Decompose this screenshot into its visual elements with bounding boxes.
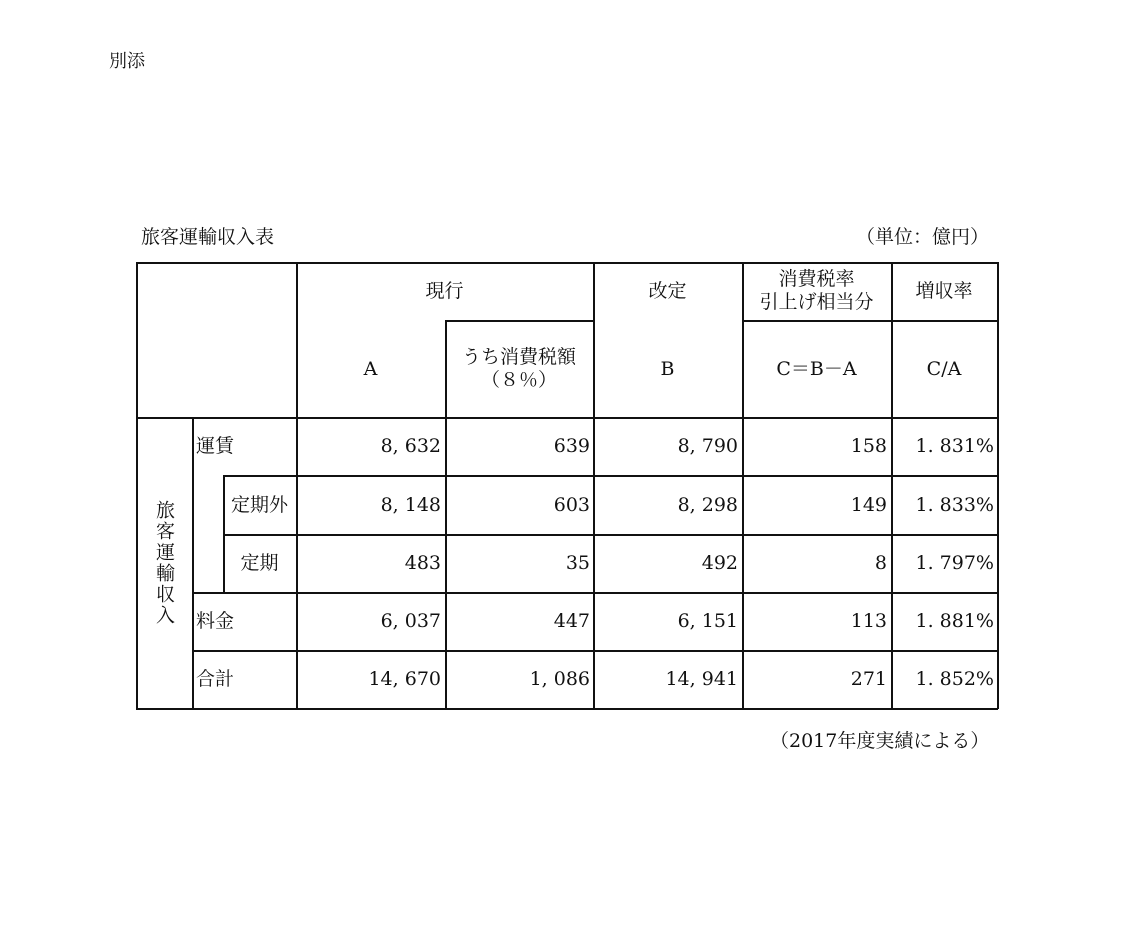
cell-charges-b: 6, 151 <box>677 610 738 632</box>
source-note: （2017年度実績による） <box>770 730 990 752</box>
cell-total-a: 14, 670 <box>368 668 441 690</box>
group-divider <box>192 417 194 709</box>
cell-commuter-tax: 35 <box>565 552 590 574</box>
cell-total-c: 271 <box>850 668 887 690</box>
cell-non-commuter-tax: 603 <box>553 493 590 516</box>
cell-non-commuter-a: 8, 148 <box>380 493 441 516</box>
cell-fare-a: 8, 632 <box>380 435 441 457</box>
header-growth-rate: 増収率 <box>915 280 973 302</box>
row-label-commuter: 定期 <box>240 552 279 574</box>
header-growth-formula: C/A <box>926 357 962 380</box>
table-border-bottom <box>136 708 998 710</box>
cell-commuter-c: 8 <box>874 552 887 574</box>
header-tax-included: うち消費税額 （８％） <box>461 345 576 391</box>
cell-charges-rate: 1. 881% <box>915 610 994 632</box>
cell-fare-rate: 1. 831% <box>915 435 994 457</box>
row-group-label-cell <box>136 417 192 708</box>
cell-fare-c: 158 <box>850 435 887 457</box>
header-a: A <box>363 357 378 380</box>
table-border-right <box>997 262 999 709</box>
cell-charges-a: 6, 037 <box>380 610 441 632</box>
header-revised: 改定 <box>648 280 687 302</box>
header-c-formula: C＝B－A <box>776 357 857 380</box>
cell-fare-tax: 639 <box>553 435 590 457</box>
cell-non-commuter-rate: 1. 833% <box>915 493 994 516</box>
row-label-total: 合計 <box>196 668 235 690</box>
cell-commuter-rate: 1. 797% <box>915 552 994 574</box>
cell-total-tax: 1, 086 <box>529 668 590 690</box>
header-b: B <box>660 357 675 380</box>
cell-total-b: 14, 941 <box>665 668 738 690</box>
cell-charges-tax: 447 <box>553 610 590 632</box>
cell-charges-c: 113 <box>850 610 887 632</box>
row-label-fare: 運賃 <box>196 435 235 457</box>
attachment-label: 別添 <box>109 51 145 72</box>
unit-label: （単位：億円） <box>856 226 990 248</box>
cell-total-rate: 1. 852% <box>915 668 994 690</box>
row-label-charges: 料金 <box>196 610 235 632</box>
cell-non-commuter-b: 8, 298 <box>677 493 738 516</box>
row-label-non-commuter: 定期外 <box>230 493 288 516</box>
cell-fare-b: 8, 790 <box>677 435 738 457</box>
cell-commuter-a: 483 <box>404 552 441 574</box>
cell-non-commuter-c: 149 <box>850 493 887 516</box>
row-group-label: 旅客運輸収入 <box>153 499 175 626</box>
cell-commuter-b: 492 <box>701 552 738 574</box>
header-current: 現行 <box>425 280 464 302</box>
header-tax-increase: 消費税率 引上げ相当分 <box>759 268 874 313</box>
table-title: 旅客運輸収入表 <box>141 226 275 248</box>
